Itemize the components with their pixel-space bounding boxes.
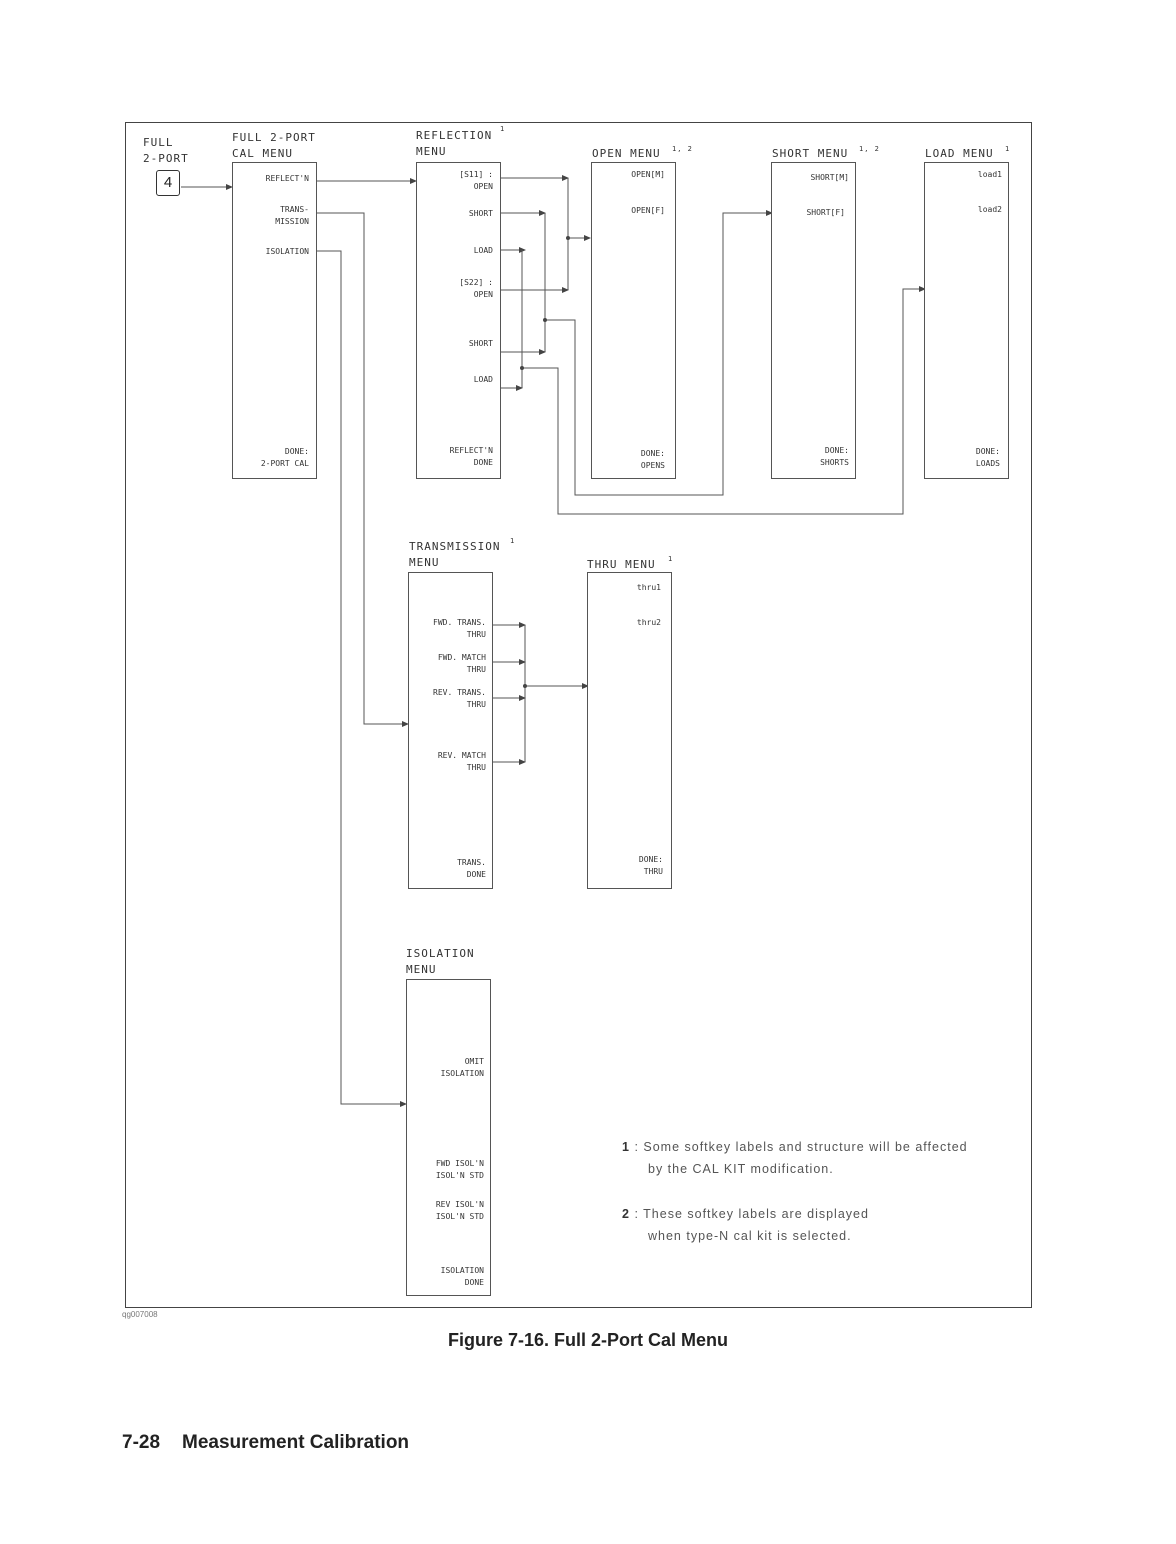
hardkey-title: FULL 2-PORT xyxy=(143,136,189,165)
open-footnote: 1, 2 xyxy=(672,145,693,153)
softkey-isolation[interactable]: ISOLATION xyxy=(265,247,309,256)
isolation-title: ISOLATION MENU xyxy=(406,947,475,976)
softkey-rev-isolation[interactable]: REV ISOL'N ISOL'N STD xyxy=(435,1200,484,1221)
note-1-text: : Some softkey labels and structure will be affected xyxy=(634,1140,968,1154)
softkey-short-f[interactable]: SHORT[F] xyxy=(806,208,845,217)
transmission-footnote: 1 xyxy=(510,537,516,545)
note-1-text-line2: by the CAL KIT modification. xyxy=(648,1162,834,1176)
isolation-menu xyxy=(406,979,491,1296)
figure-id: qg007008 xyxy=(122,1310,158,1319)
softkey-open-f[interactable]: OPEN[F] xyxy=(631,206,665,215)
thru-footnote: 1 xyxy=(668,555,674,563)
softkey-s11-open[interactable]: [S11] : OPEN xyxy=(459,170,493,191)
softkey-thru-done[interactable]: DONE: THRU xyxy=(638,855,663,876)
softkey-reflect-done[interactable]: REFLECT'N DONE xyxy=(449,446,493,467)
softkey-rev-match[interactable]: REV. MATCH THRU xyxy=(437,751,486,772)
short-title: SHORT MENU xyxy=(772,147,849,160)
note-2 xyxy=(622,1203,869,1247)
softkey-reflect[interactable]: REFLECT'N xyxy=(265,174,309,183)
load-title: LOAD MENU xyxy=(925,147,994,160)
open-menu xyxy=(591,162,676,479)
softkey-rev-trans[interactable]: REV. TRANS. THRU xyxy=(433,688,486,709)
note-2-number: 2 xyxy=(622,1207,630,1221)
section-title: Measurement Calibration xyxy=(182,1432,410,1453)
thru-title: THRU MENU xyxy=(587,558,656,571)
reflection-footnote: 1 xyxy=(500,125,506,133)
softkey-s11-short[interactable]: SHORT xyxy=(468,209,493,218)
page-number: 7-28 xyxy=(122,1432,161,1453)
note-2-text: : These softkey labels are displayed xyxy=(634,1207,869,1221)
softkey-s22-load[interactable]: LOAD xyxy=(473,375,493,384)
full2port-menu xyxy=(232,162,317,479)
softkey-transmission[interactable]: TRANS- MISSION xyxy=(275,205,309,226)
thru-menu xyxy=(587,572,672,889)
short-footnote: 1, 2 xyxy=(859,145,880,153)
softkey-s11-load[interactable]: LOAD xyxy=(473,246,493,255)
load-menu xyxy=(924,162,1009,479)
softkey-isolation-done[interactable]: ISOLATION DONE xyxy=(440,1266,484,1287)
softkey-s22-open[interactable]: [S22] : OPEN xyxy=(459,278,493,299)
note-2-text-line2: when type-N cal kit is selected. xyxy=(648,1229,852,1243)
softkey-short-m[interactable]: SHORT[M] xyxy=(810,173,849,182)
softkey-trans-done[interactable]: TRANS. DONE xyxy=(457,858,486,879)
reflection-menu xyxy=(416,162,501,479)
reflection-title: REFLECTION MENU xyxy=(416,129,493,158)
open-title: OPEN MENU xyxy=(592,147,661,160)
softkey-done-2port[interactable]: DONE: 2-PORT CAL xyxy=(260,447,309,468)
softkey-load-done[interactable]: DONE: LOADS xyxy=(975,447,1000,468)
softkey-short-done[interactable]: DONE: SHORTS xyxy=(820,446,849,467)
softkey-thru2[interactable]: thru2 xyxy=(636,618,661,627)
softkey-omit-isolation[interactable]: OMIT ISOLATION xyxy=(440,1057,484,1078)
hardkey-4-button[interactable]: 4 xyxy=(156,170,180,196)
load-footnote: 1 xyxy=(1005,145,1011,153)
softkey-thru1[interactable]: thru1 xyxy=(636,583,661,592)
softkey-open-m[interactable]: OPEN[M] xyxy=(631,170,665,179)
transmission-menu xyxy=(408,572,493,889)
note-1-number: 1 xyxy=(622,1140,630,1154)
softkey-load2[interactable]: load2 xyxy=(977,205,1002,214)
softkey-s22-short[interactable]: SHORT xyxy=(468,339,493,348)
softkey-load1[interactable]: load1 xyxy=(977,170,1002,179)
softkey-fwd-trans[interactable]: FWD. TRANS. THRU xyxy=(433,618,486,639)
softkey-fwd-isolation[interactable]: FWD ISOL'N ISOL'N STD xyxy=(435,1159,484,1180)
full2port-title: FULL 2-PORT CAL MENU xyxy=(232,131,316,160)
figure-caption: Figure 7-16. Full 2-Port Cal Menu xyxy=(447,1330,729,1350)
note-1 xyxy=(622,1136,968,1180)
softkey-open-done[interactable]: DONE: OPENS xyxy=(640,449,665,470)
transmission-title: TRANSMISSION MENU xyxy=(409,540,501,569)
page-footer xyxy=(122,1432,409,1454)
short-menu xyxy=(771,162,856,479)
softkey-fwd-match[interactable]: FWD. MATCH THRU xyxy=(437,653,486,674)
